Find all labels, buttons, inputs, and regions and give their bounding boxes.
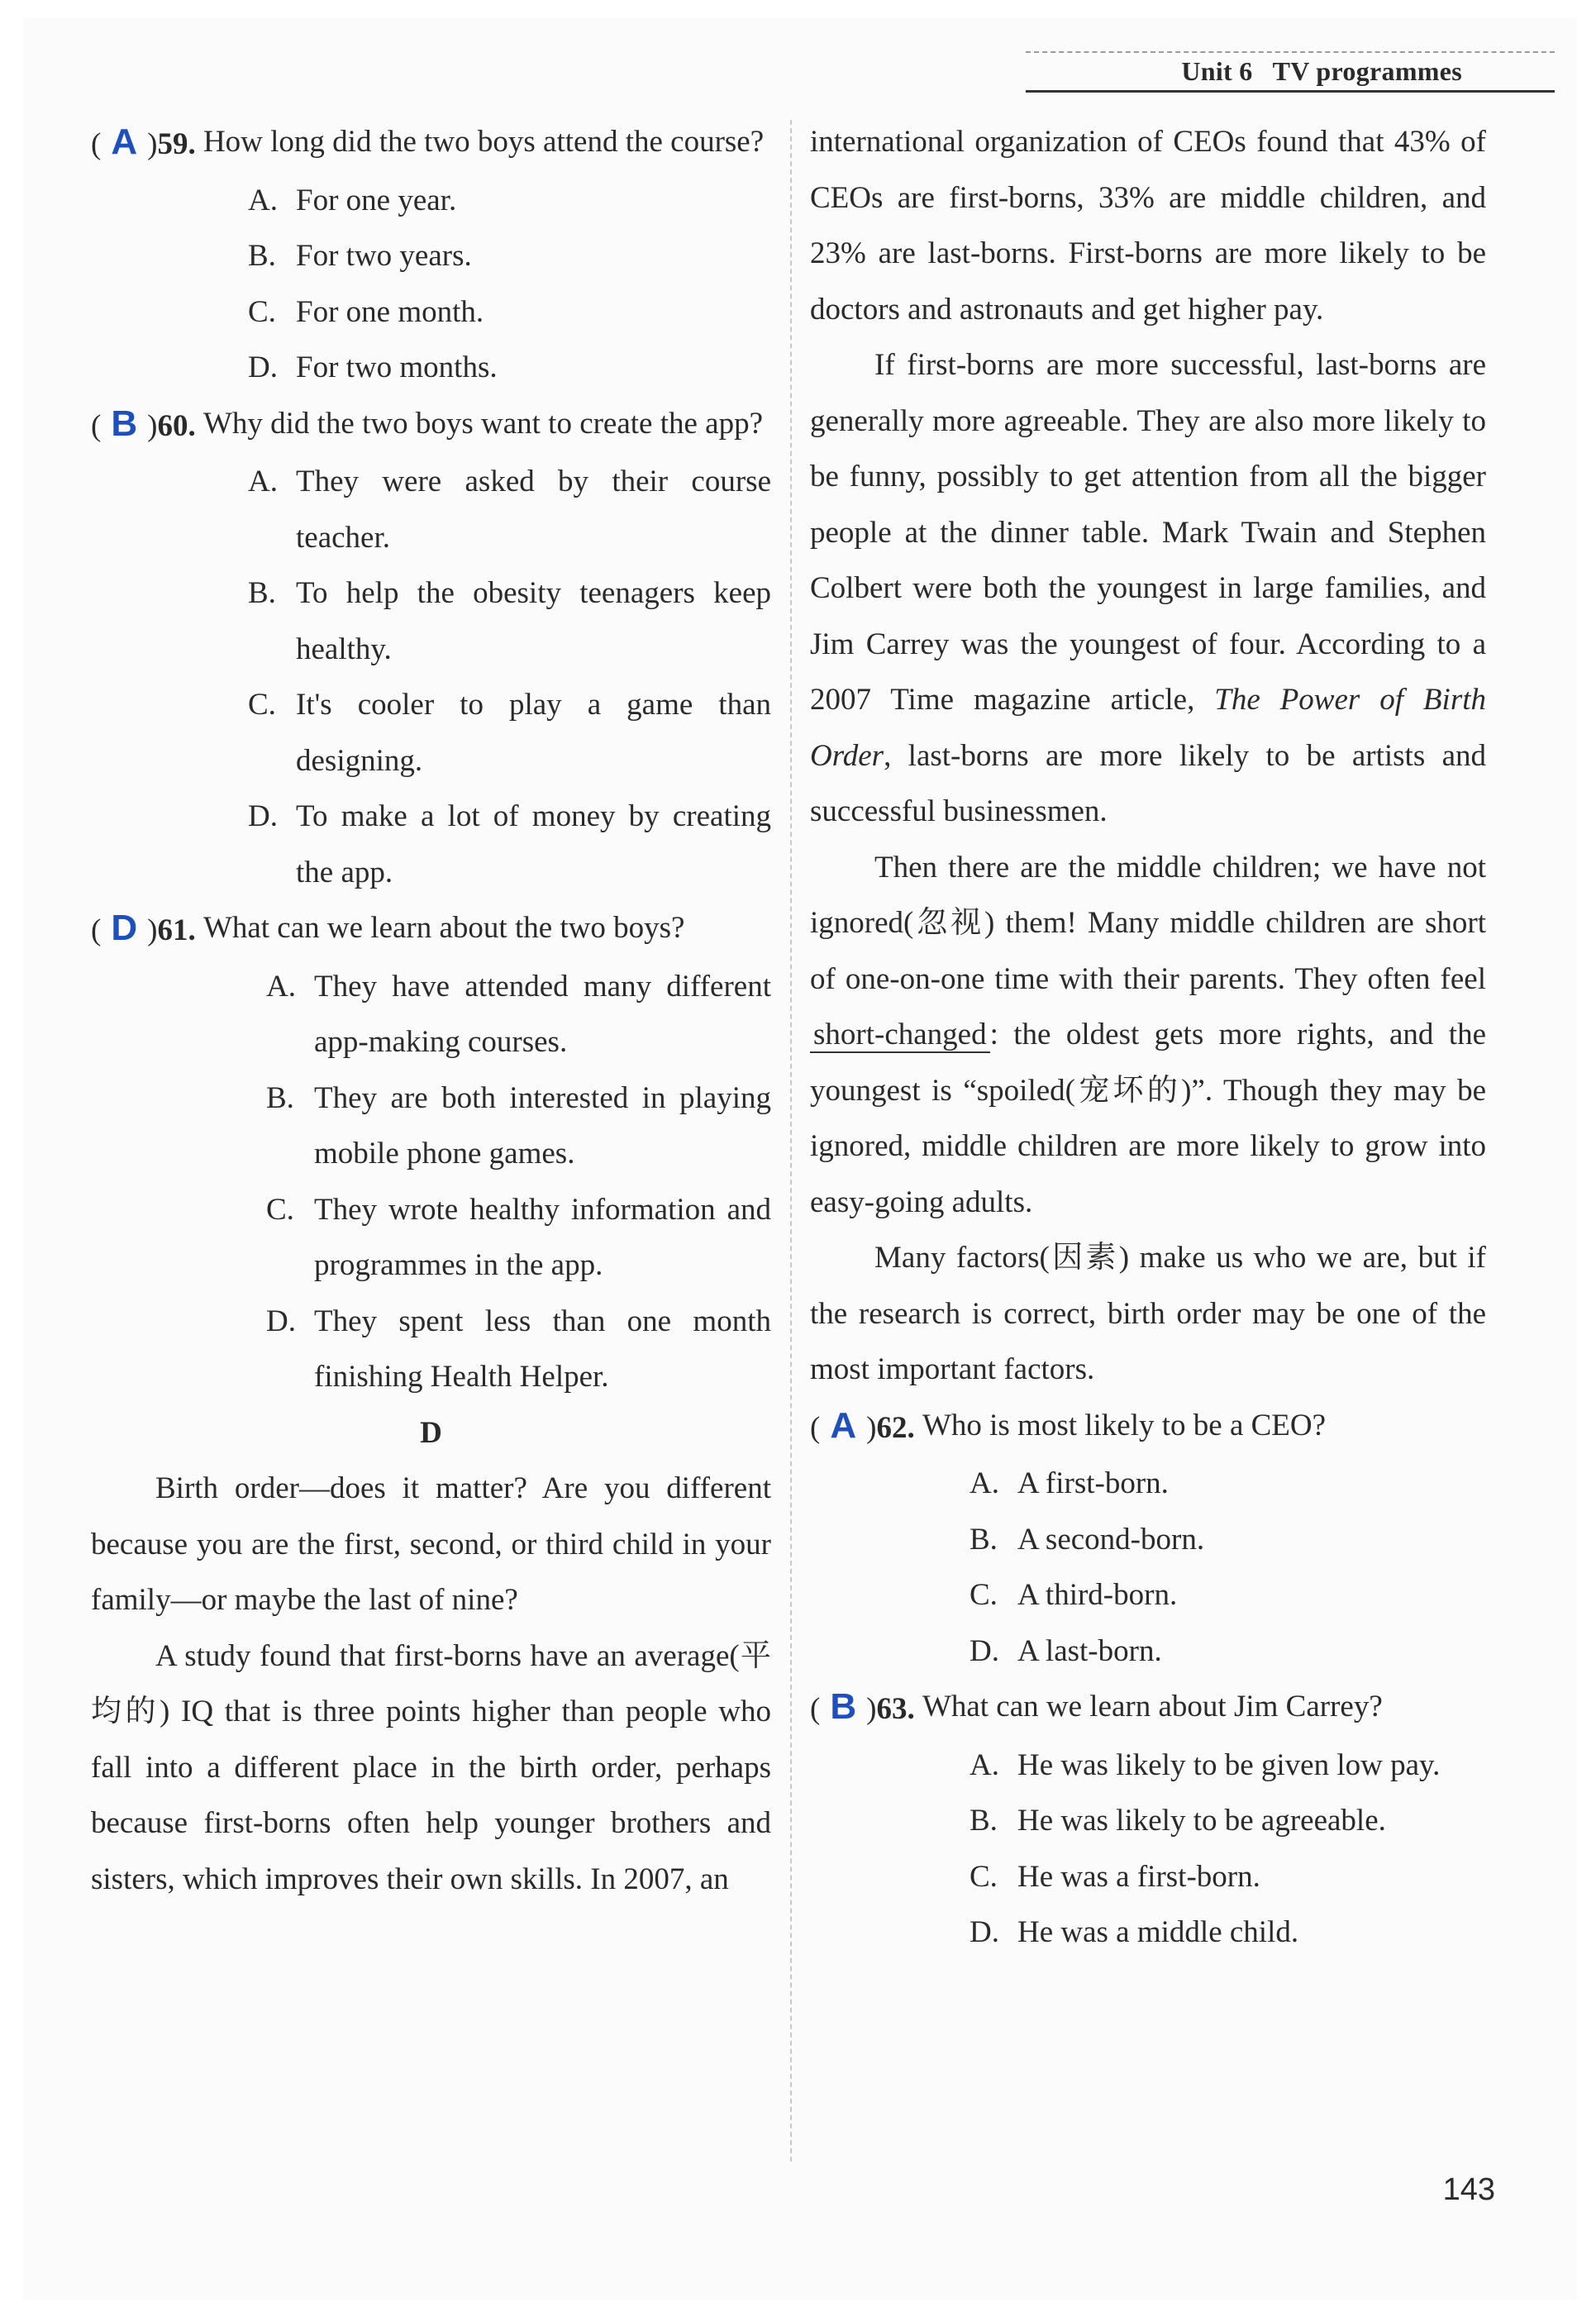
right-column	[810, 114, 1486, 1961]
header-title: TV programmes	[1272, 56, 1462, 86]
option-59-a: A. For one year.	[248, 183, 457, 217]
option-63-d: D. He was a middle child.	[970, 1915, 1299, 1949]
page-number: 143	[1442, 2172, 1495, 2207]
question-63-options	[810, 1738, 1486, 1961]
passage-paragraph-5: Many factors(因素) make us who we are, but if the research is correct, birth order may be one of the most important factors.	[810, 1241, 1486, 1386]
question-60	[91, 396, 771, 455]
left-column	[91, 114, 771, 1907]
option-59-c: C. For one month.	[248, 294, 484, 329]
option-63-b: B. He was likely to be agreeable.	[970, 1804, 1386, 1838]
column-divider	[790, 120, 792, 2162]
option-60-c: C. It's cooler to play a game than designing.	[248, 688, 771, 778]
question-63-number: 63.	[876, 1692, 915, 1726]
question-59-options	[91, 173, 771, 396]
option-63-a: A. He was likely to be given low pay.	[970, 1747, 1441, 1782]
option-62-c: C. A third-born.	[970, 1578, 1178, 1612]
section-d-title: D	[420, 1415, 442, 1450]
option-61-b: B. They are both interested in playing mobile phone games.	[266, 1080, 771, 1170]
question-60-number: 60.	[157, 408, 196, 443]
question-59-number: 59.	[157, 127, 196, 161]
passage-paragraph-4: Then there are the middle children; we have not ignored(忽视) them! Many middle children are short of one-on-one time with their parents. They often feel short-changed : the oldest gets more rights, and the youngest is “spoiled(宠坏的)”. Though they may be ignored, middle children are more likely to grow into easy-going adults.	[810, 850, 1486, 1219]
option-60-d: D. To make a lot of money by creating the app.	[248, 799, 771, 889]
option-61-a: A. They have attended many different app-making courses.	[266, 969, 771, 1059]
passage-paragraph-2: A study found that first-borns have an average(平均的) IQ that is three points higher than people who fall into a different place in the birth order, perhaps because first-borns often help younger brothers and sisters, which improves their own skills. In 2007, an	[91, 1638, 771, 1896]
question-63-marker: ( B )63.	[810, 1686, 915, 1727]
question-62-marker: ( A )62.	[810, 1404, 915, 1446]
question-61	[91, 900, 771, 959]
option-62-b: B. A second-born.	[970, 1522, 1205, 1557]
passage-paragraph-3: If first-borns are more successful, last-borns are generally more agreeable. They are also more likely to be funny, possibly to get attention from all the bigger people at the dinner table. Mark Twain and Stephen Colbert were both the youngest in large families, and Jim Carrey was the youngest of four. According to a 2007 Time magazine article, The Power of Birth Order, last-borns are more likely to be artists and successful businessmen.	[810, 348, 1486, 828]
header-unit: Unit 6	[1181, 56, 1253, 86]
question-62-options	[810, 1456, 1486, 1679]
question-60-stem: Why did the two boys want to create the app?	[202, 406, 764, 441]
option-60-a: A. They were asked by their course teacher.	[248, 465, 771, 555]
question-61-stem: What can we learn about the two boys?	[202, 911, 685, 945]
answer-59: A	[111, 122, 138, 162]
answer-60: B	[111, 403, 138, 444]
question-62-stem: Who is most likely to be a CEO?	[922, 1408, 1327, 1442]
option-59-b: B. For two years.	[248, 239, 472, 273]
option-62-d: D. A last-born.	[970, 1633, 1162, 1668]
option-63-c: C. He was a first-born.	[970, 1859, 1260, 1894]
header-dashed-rule	[1026, 51, 1555, 53]
answer-63: B	[830, 1686, 857, 1727]
option-61-d: D. They spent less than one month finishing Health Helper.	[266, 1304, 771, 1394]
option-62-a: A. A first-born.	[970, 1466, 1169, 1500]
question-59	[91, 114, 771, 173]
passage-paragraph-2-continued: international organization of CEOs found that 43% of CEOs are first-borns, 33% are middle children, and 23% are last-borns. First-borns are more likely to be doctors and astronauts and get higher pay.	[810, 125, 1486, 327]
option-61-c: C. They wrote healthy information and programmes in the app.	[266, 1192, 771, 1282]
answer-61: D	[111, 908, 138, 948]
running-header	[1026, 51, 1555, 93]
header-rule	[1026, 90, 1555, 93]
question-63	[810, 1679, 1486, 1738]
option-60-b: B. To help the obesity teenagers keep healthy.	[248, 576, 771, 666]
question-62-number: 62.	[876, 1410, 915, 1445]
question-60-marker: ( B )60.	[91, 403, 196, 444]
option-59-d: D. For two months.	[248, 350, 498, 384]
question-59-marker: ( A )59.	[91, 122, 196, 162]
question-61-number: 61.	[157, 913, 196, 947]
question-60-options	[91, 454, 771, 900]
question-59-stem: How long did the two boys attend the course?	[202, 125, 765, 159]
answer-62: A	[830, 1404, 857, 1446]
question-63-stem: What can we learn about Jim Carrey?	[922, 1690, 1383, 1723]
question-62	[810, 1398, 1486, 1456]
question-61-marker: ( D )61.	[91, 908, 196, 948]
question-61-options	[91, 959, 771, 1405]
article-title: The Power of Birth Order	[810, 683, 1486, 773]
underlined-word: short-changed	[810, 1018, 990, 1053]
passage-paragraph-1: Birth order—does it matter? Are you different because you are the first, second, or third child in your family—or maybe the last of nine?	[91, 1471, 771, 1617]
